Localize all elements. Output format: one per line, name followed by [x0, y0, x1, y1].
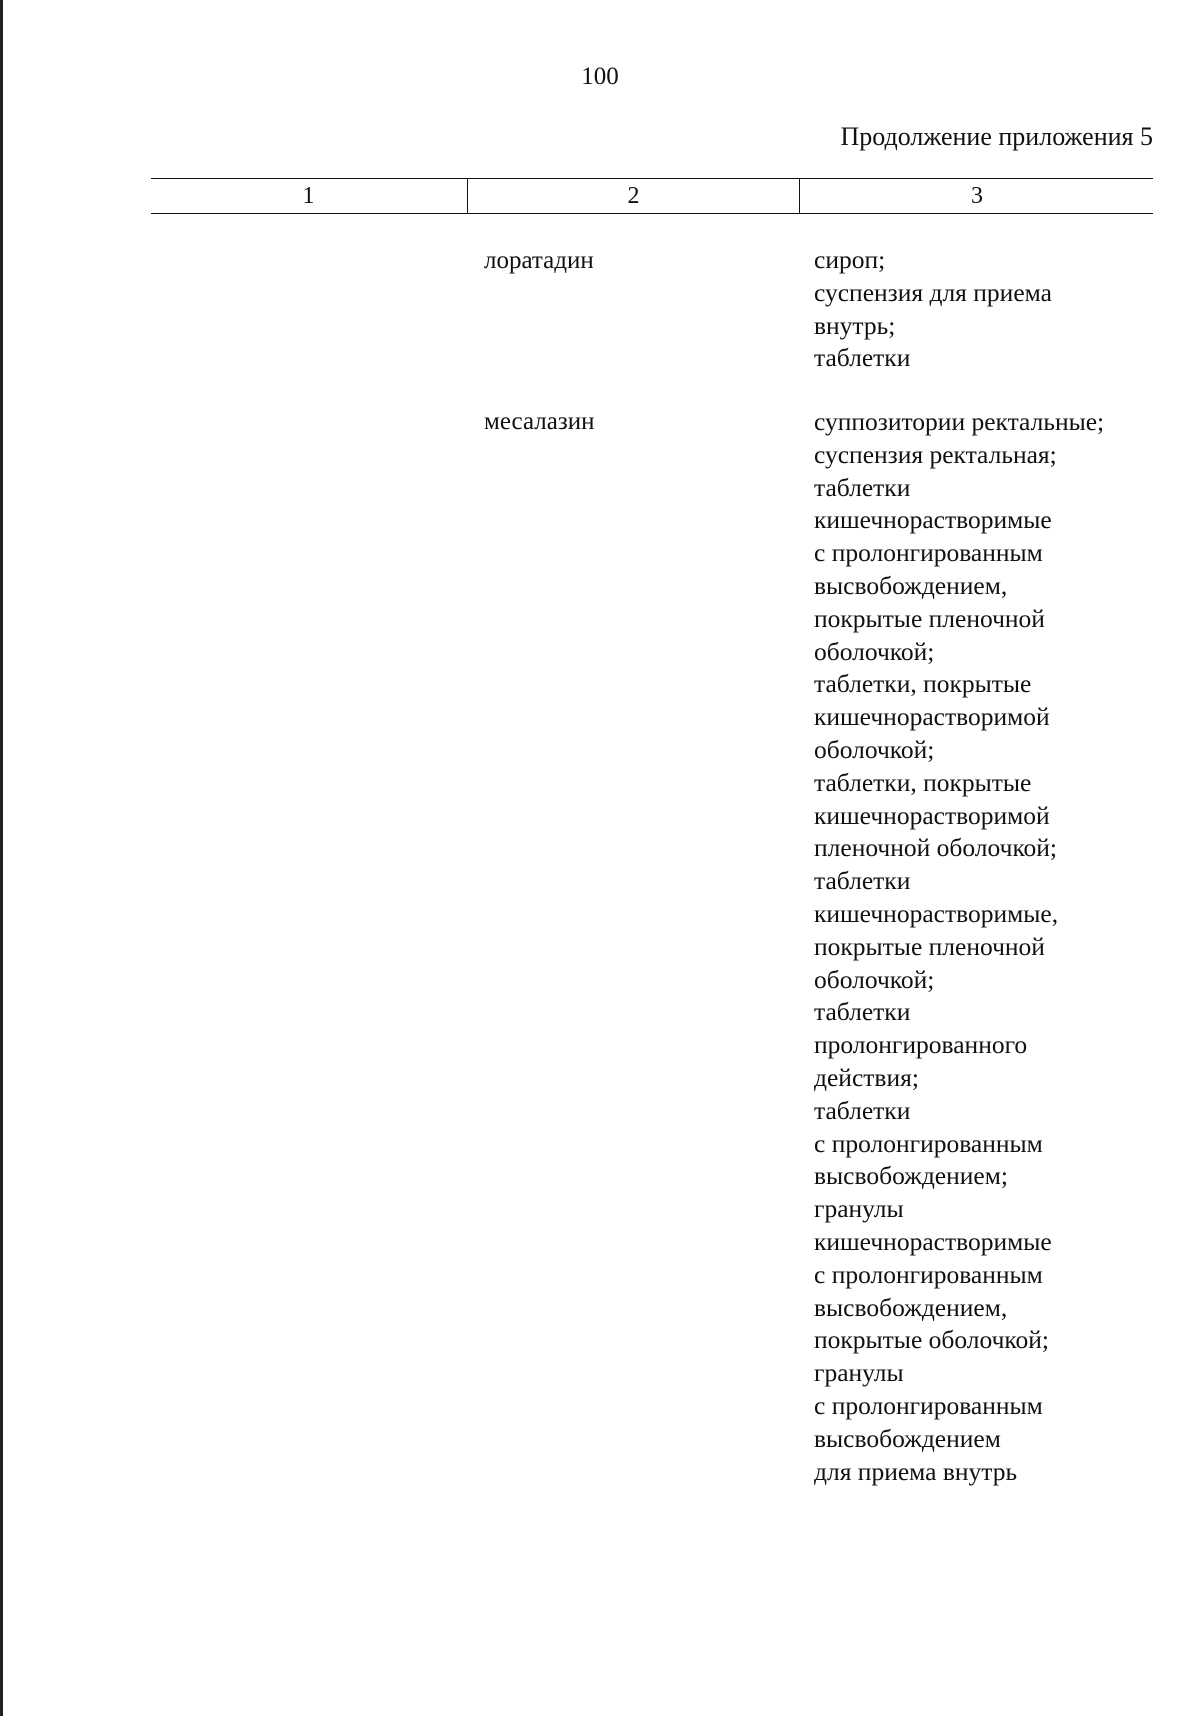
dosage-form-line: пленочной оболочкой;: [814, 833, 1058, 863]
dosage-form-line: покрытые пленочной: [814, 931, 1045, 961]
dosage-form-line: гранулы: [814, 1194, 904, 1224]
dosage-form-line: кишечнорастворимые,: [814, 898, 1059, 928]
dosage-form-line: таблетки: [814, 343, 911, 373]
dosage-form-line: с пролонгированным: [814, 1128, 1043, 1158]
drug-name-mesalazine: месалазин: [484, 408, 595, 435]
continuation-label: Продолжение приложения 5: [840, 122, 1153, 151]
dosage-form-line: таблетки: [814, 1095, 911, 1125]
dosage-form-line: оболочкой;: [814, 734, 935, 764]
dosage-form-line: таблетки: [814, 997, 911, 1027]
dosage-form-line: внутрь;: [814, 310, 896, 340]
dosage-forms-mesalazine: [814, 406, 1104, 1488]
dosage-form-line: таблетки, покрытые: [814, 669, 1032, 699]
dosage-form-line: таблетки: [814, 866, 911, 896]
dosage-form-line: таблетки, покрытые: [814, 767, 1032, 797]
dosage-form-line: пролонгированного: [814, 1030, 1028, 1060]
dosage-form-line: сироп;: [814, 245, 886, 274]
dosage-form-line: покрытые пленочной: [814, 603, 1045, 633]
dosage-form-line: суппозитории ректальные;: [814, 407, 1105, 436]
dosage-form-line: высвобождением,: [814, 570, 1008, 600]
dosage-form-line: с пролонгированным: [814, 1259, 1043, 1289]
dosage-form-line: суспензия ректальная;: [814, 439, 1057, 469]
dosage-form-line: с пролонгированным: [814, 1390, 1043, 1420]
dosage-form-line: кишечнорастворимые: [814, 505, 1052, 535]
dosage-form-line: кишечнорастворимой: [814, 800, 1050, 830]
dosage-form-line: высвобождением;: [814, 1161, 1008, 1191]
column-header-2: 2: [467, 179, 799, 213]
dosage-form-line: таблетки: [814, 472, 911, 502]
scan-edge: [0, 0, 3, 1716]
column-header-1: 1: [302, 183, 315, 209]
page-number: 100: [581, 63, 619, 90]
dosage-form-line: кишечнорастворимой: [814, 702, 1050, 732]
dosage-form-line: оболочкой;: [814, 964, 935, 994]
dosage-form-line: суспензия для приема: [814, 277, 1052, 307]
dosage-form-line: для приема внутрь: [814, 1456, 1018, 1486]
table-header: [151, 178, 1153, 214]
dosage-form-line: оболочкой;: [814, 636, 935, 666]
dosage-form-line: гранулы: [814, 1358, 904, 1388]
dosage-form-line: высвобождением,: [814, 1292, 1008, 1322]
dosage-form-line: кишечнорастворимые: [814, 1226, 1052, 1256]
dosage-form-line: действия;: [814, 1062, 919, 1092]
dosage-form-line: с пролонгированным: [814, 538, 1043, 568]
dosage-forms-loratadine: [814, 244, 1052, 375]
drug-name-loratadine: лоратадин: [484, 247, 594, 274]
column-header-3: 3: [799, 179, 1154, 213]
dosage-form-line: высвобождением: [814, 1423, 1001, 1453]
dosage-form-line: покрытые оболочкой;: [814, 1325, 1049, 1355]
